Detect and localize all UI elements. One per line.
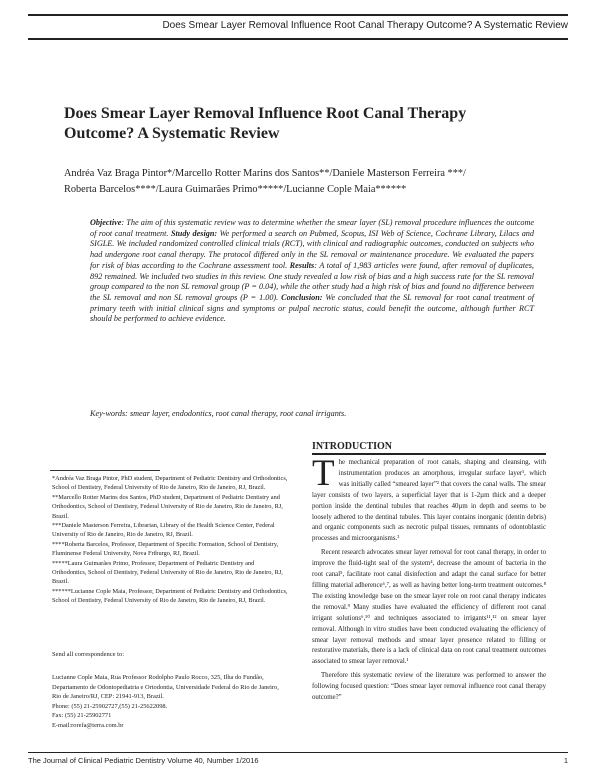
conclusion-text: We concluded that the SL removal for root canal treatment of primary teeth with initial clinical signs and symptoms or pulpal necrotic status, could benefit the outcome, although further RCT should be performed to achieve evidence. (90, 292, 534, 324)
affiliation-item: ******Lucianne Cople Maia, Professor, Department of Pediatric Dentistry and Orthodontics, School of Dentistry, Federal University of Rio de Janeiro, Rio de Janeiro, RJ, Brazil. (52, 587, 288, 605)
objective-label: Objective (90, 218, 122, 227)
design-text: We performed a search on Pubmed, Scopus, ISI Web of Science, Cochrane Library, Lilacs and SIGLE. We included randomized controlled clinical trials (RCT), with clinical and radiographic outcomes, conducted on subjects who had undergone root canal therapy. The protocol differed only in the SL removal or maintenance procedure. We evaluated the papers for risk of bias according to the Cochrane assessment tool. (90, 228, 534, 270)
correspondence-phone: Phone: (55) 21-25902727,(55) 21-25622098. (52, 702, 168, 710)
introduction-rule (312, 453, 546, 455)
intro-p1-text: he mechanical preparation of root canals, shaping and cleansing, with instrumentation produces an amorphous, irregular surface layer¹, which was initially called “smeared layer”² that covers the canal walls. The smear layer consists of two layers, a superficial layer that is 1-2µm thick and a deeper portion inside the dentinal tubules that reaches 40µm in depth and seems to be loosely adhered to the dentinal tubules. This layer contains inorganic (dentin debris) and organic components such as necrotic pulpal tissues, remnants of odontoblastic processes and microorganisms.³ (312, 459, 546, 543)
page-footer (28, 752, 568, 765)
correspondence-email[interactable]: E-mail:rorefa@terra.com.br (52, 721, 124, 729)
page-number: 1 (563, 756, 568, 765)
results-text: : A total of 1,983 articles were found, after removal of duplicates, 892 remained. We included two studies in this review. One study revealed a low risk of bias and a high success rate for the SL removal group compared to the non SL removal group (P = 0.04), while the other study had a high risk of bias and found no difference between the SL removal and non SL removal groups (P = 1.00). (90, 260, 534, 302)
intro-paragraph-1 (312, 453, 546, 545)
affiliations (52, 474, 288, 606)
conclusion-label: Conclusion: (281, 292, 323, 302)
running-header (28, 14, 568, 40)
affiliation-item: *****Laura Guimarães Primo, Professor, Department of Pediatric Dentistry and Orthodontics, School of Dentistry, Federal University of Rio de Janeiro, Rio de Janeiro, RJ, Brazil. (52, 559, 283, 586)
keywords: Key-words: smear layer, endodontics, root canal therapy, root canal irrigants. (90, 409, 347, 418)
affiliation-item: ****Roberta Barcelos, Professor, Department of Specific Formation, School of Dentistry, Fluminense Federal University, Nova Friburgo, RJ, Brazil. (52, 540, 279, 558)
journal-info: The Journal of Clinical Pediatric Dentistry Volume 40, Number 1/2016 (28, 756, 259, 765)
correspondence (52, 673, 288, 731)
authors-line-2: Roberta Barcelos****/Laura Guimarães Primo*****/Lucianne Cople Maia****** (64, 184, 407, 195)
affiliation-item: **Marcello Rotter Marins dos Santos, PhD student, Department of Pediatric Dentistry and Orthodontics, School of Dentistry, Federal University of Rio de Janeiro, Rio de Janeiro, RJ, Brazil. (52, 493, 283, 520)
drop-cap: T (312, 453, 335, 494)
intro-paragraph-3: Therefore this systematic review of the literature was performed to answer the following focused question: “Does smear layer removal influence root canal therapy outcome?” (312, 672, 546, 702)
results-label: Results (289, 260, 315, 270)
introduction-heading: INTRODUCTION (312, 441, 393, 452)
abstract (90, 218, 534, 325)
intro-paragraph-2: Recent research advocates smear layer removal for root canal therapy, in order to improve the fluid-tight seal of the system⁴, decrease the amount of bacteria in the root canal⁵, facilitate root canal disinfection and adapt the canal surface for better filling material adherence⁶,⁷, as well as having better long-term treatment outcomes.⁸ The existing knowledge base on the smear layer role on root canal therapy indicates the removal.⁹ Many studies have evaluated the efficiency of different root canal irrigant solutions⁶,¹⁰ and techniques associated to irrigants¹¹,¹² on smear layer removal. Although in vitro studies have been conducted evaluating the efficiency of smear layer removal methods and smear layer presence related to filling or restorative materials, there is a lack of clinical data on root canal treatment outcomes associated to smear layer removal.¹ (312, 549, 546, 666)
authors (64, 166, 544, 198)
authors-line-1: Andréa Vaz Braga Pintor*/Marcello Rotter Marins dos Santos**/Daniele Masterson Ferreira ***/ (64, 168, 466, 179)
correspondence-fax: Fax: (55) 21-25902771 (52, 712, 112, 720)
objective-text: : The aim of this systematic review was to determine whether the smear layer (SL) removal procedure influences the outcome of root canal treatment. (90, 218, 534, 238)
design-label: Study design: (170, 228, 218, 238)
running-title: Does Smear Layer Removal Influence Root Canal Therapy Outcome? A Systematic Review (162, 20, 568, 31)
article-title: Does Smear Layer Removal Influence Root Canal Therapy Outcome? A Systematic Review (64, 105, 467, 142)
footnote-rule (50, 470, 160, 471)
affiliation-item: *Andréa Vaz Braga Pintor, PhD student, Department of Pediatric Dentistry and Orthodontics, School of Dentistry, Federal University of Rio de Janeiro, Rio de Janeiro, RJ, Brazil. (52, 475, 288, 492)
introduction-body (312, 453, 546, 707)
affiliation-item: ***Daniele Masterson Ferreira, Librarian, Library of the Health Science Center, Federal University of Rio de Janeiro, Rio de Janeiro, RJ, Brazil. (52, 522, 275, 539)
correspondence-address: Lucianne Cople Maia, Rua Professor Rodolpho Paulo Rocco, 325, Ilha do Fundão, Departamento de Odontopediatria e Ortodontia, Universidade Federal do Rio de Janeiro, Rio de Janeiro/RJ, CEP: 21941-913, Brazil. (52, 674, 279, 701)
correspondence-heading: Send all correspondence to: (52, 651, 125, 658)
